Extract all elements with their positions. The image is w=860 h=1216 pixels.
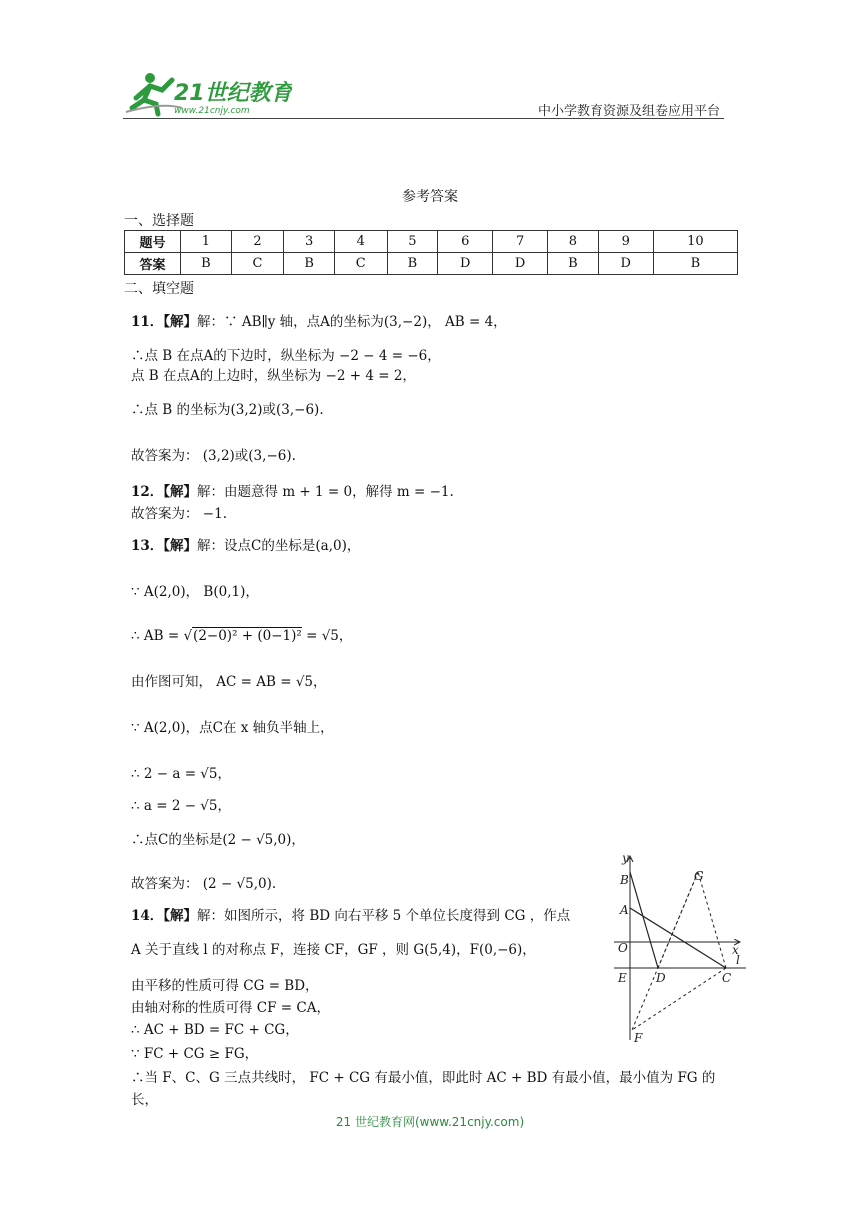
q11-line-3: 点 B 在点A的上边时，纵坐标为 −2 + 4 = 2， [131, 368, 416, 384]
table-cell: D [598, 253, 653, 275]
table-cell: D [493, 253, 548, 275]
site-logo [122, 68, 292, 118]
logo-url: www.21cnjy.com [174, 106, 250, 116]
q12-answer: 故答案为： −1. [131, 506, 227, 522]
q13-line-2: ∵ A(2,0)， B(0,1)， [131, 584, 259, 600]
label-g: G [694, 869, 704, 883]
header-platform-text: 中小学教育资源及组卷应用平台 [537, 104, 720, 119]
table-head-question: 题号 [125, 231, 181, 253]
label-y: y [622, 852, 629, 865]
q14-line-7: ∴当 F、C、G 三点共线时， FC + CG 有最小值，即此时 AC + BD 有最小值，最小值为 FG 的 [131, 1070, 716, 1086]
q13-line-1: 13．【解】解：设点C的坐标是(a,0)， [131, 538, 361, 554]
q14-line-1: 14．【解】解：如图所示，将 BD 向右平移 5 个单位长度得到 CG ，作点 [131, 908, 571, 924]
segment-dg [658, 872, 698, 968]
table-cell: B [548, 253, 599, 275]
q14-line-3: 由平移的性质可得 CG = BD， [131, 978, 319, 994]
q14-line-8: 长， [131, 1092, 158, 1108]
table-cell: B [387, 253, 438, 275]
q14-figure [604, 852, 754, 1048]
q14-line-4: 由轴对称的性质可得 CF = CA， [131, 1000, 330, 1016]
q14-line-5: ∴ AC + BD = FC + CG， [131, 1022, 299, 1038]
table-cell: C [334, 253, 387, 275]
table-cell: 1 [181, 231, 232, 253]
table-head-answer: 答案 [125, 253, 181, 275]
q11-line-2: ∴点 B 在点A的下边时，纵坐标为 −2 − 4 = −6， [131, 348, 441, 364]
table-row-numbers [125, 231, 738, 253]
q11-answer: 故答案为： (3,2)或(3,−6). [131, 448, 296, 464]
q14-line-6: ∵ FC + CG ≥ FG， [131, 1046, 259, 1062]
segment-bd [630, 872, 658, 968]
q13-line-7: ∴ a = 2 − √5， [131, 798, 231, 814]
table-cell: 3 [284, 231, 335, 253]
q12-line-1: 12．【解】解：由题意得 m + 1 = 0，解得 m = −1. [131, 484, 454, 500]
table-cell: B [284, 253, 335, 275]
q11-line-1: 11．【解】解：∵ AB∥y 轴，点A的坐标为(3,−2)， AB = 4， [131, 314, 507, 330]
table-cell: 9 [598, 231, 653, 253]
table-cell: D [438, 253, 493, 275]
table-cell: B [181, 253, 232, 275]
q13-answer: 故答案为： (2 − √5,0). [131, 876, 277, 892]
label-b: B [620, 873, 629, 887]
label-f: F [634, 1031, 643, 1045]
logo-text: 21世纪教育 [174, 81, 292, 106]
label-o: O [618, 941, 628, 955]
q13-line-8: ∴点C的坐标是(2 − √5,0)， [131, 832, 305, 848]
q13-line-4: 由作图可知， AC = AB = √5， [131, 674, 327, 690]
table-cell: B [653, 253, 737, 275]
table-cell: 10 [653, 231, 737, 253]
q14-line-2: A 关于直线 l 的对称点 F，连接 CF，GF ，则 G(5,4)，F(0,−6)， [131, 942, 536, 958]
q13-line-5: ∵ A(2,0)，点C在 x 轴负半轴上， [131, 720, 334, 736]
label-c: C [722, 971, 732, 985]
segment-ac [630, 908, 726, 968]
label-e: E [618, 971, 627, 985]
table-cell: 5 [387, 231, 438, 253]
header-divider [123, 118, 724, 119]
q13-line-6: ∴ 2 − a = √5， [131, 766, 231, 782]
segment-cf [632, 968, 726, 1030]
table-cell: 6 [438, 231, 493, 253]
section-fill-title: 二、填空题 [124, 281, 194, 297]
table-cell: 4 [334, 231, 387, 253]
table-row-answers [125, 253, 738, 275]
table-cell: 8 [548, 231, 599, 253]
segment-gf [632, 872, 698, 1030]
q13-line-3: ∴ AB = √(2−0)² + (0−1)² = √5， [131, 628, 353, 644]
table-cell: 7 [493, 231, 548, 253]
table-cell: 2 [231, 231, 284, 253]
page-footer: 21 世纪教育网(www.21cnjy.com) [335, 1115, 525, 1129]
answer-table [124, 230, 738, 275]
q11-line-4: ∴点 B 的坐标为(3,2)或(3,−6). [131, 402, 324, 418]
label-l: l [736, 953, 740, 967]
label-d: D [656, 971, 666, 985]
table-cell: C [231, 253, 284, 275]
label-x: x [732, 943, 739, 957]
label-a: A [620, 903, 629, 917]
section-choice-title: 一、选择题 [124, 213, 194, 229]
page-title: 参考答案 [402, 189, 458, 205]
